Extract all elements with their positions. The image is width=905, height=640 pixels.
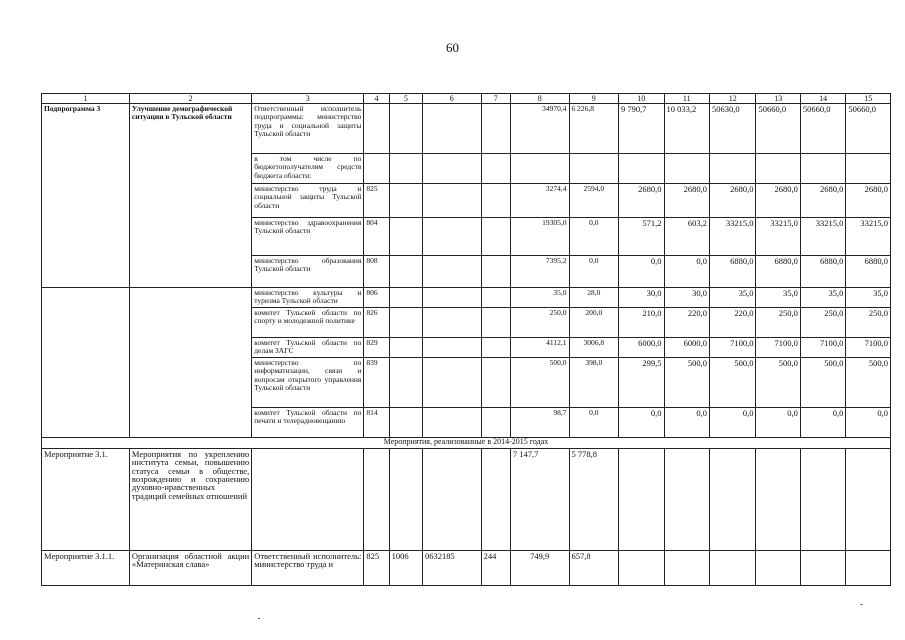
value-cell: 34970,4	[510, 104, 569, 154]
value-cell: 33215,0	[756, 218, 800, 256]
col-header: 15	[846, 94, 891, 104]
event-code: Мероприятие 3.1.1.	[42, 550, 130, 585]
value-cell: 0,0	[846, 407, 891, 437]
value-cell: 7100,0	[846, 337, 891, 357]
scan-speck	[258, 618, 260, 619]
col-header: 4	[364, 94, 389, 104]
value-cell: 3006,8	[569, 337, 619, 357]
code-cell: 829	[364, 337, 389, 357]
value-cell: 398,0	[569, 357, 619, 407]
executor-cell: Ответственный исполнитель: министерство труда и	[252, 550, 364, 585]
value-cell: 30,0	[664, 288, 709, 308]
value-cell: 2680,0	[619, 184, 664, 218]
scan-speck	[860, 604, 863, 605]
code-cell: 1006	[389, 550, 422, 585]
value-cell: 7100,0	[756, 337, 800, 357]
value-cell: 2680,0	[664, 184, 709, 218]
value-cell: 2680,0	[800, 184, 845, 218]
value-cell: 299,5	[619, 357, 664, 407]
value-cell: 2680,0	[846, 184, 891, 218]
table-row	[42, 104, 891, 154]
executor-cell: министерство по информатизации, связи и вопросам открытого управления Тульской области	[252, 357, 364, 407]
executor-cell: Ответственный исполнитель подпрограммы: министерство труда и социальной защиты Тульской области	[252, 104, 364, 154]
col-header: 3	[252, 94, 364, 104]
value-cell: 5 778,8	[569, 448, 619, 550]
value-cell: 33215,0	[846, 218, 891, 256]
col-header: 1	[42, 94, 130, 104]
value-cell: 2594,0	[569, 184, 619, 218]
executor-cell: министерство культуры и туризма Тульской области	[252, 288, 364, 308]
col-header: 8	[510, 94, 569, 104]
value-cell: 98,7	[510, 407, 569, 437]
value-cell: 220,0	[709, 307, 755, 337]
code-cell: 825	[364, 550, 389, 585]
value-cell: 0,0	[619, 256, 664, 288]
executor-cell: министерство образования Тульской области	[252, 256, 364, 288]
value-cell: 4112,1	[510, 337, 569, 357]
value-cell: 500,0	[709, 357, 755, 407]
value-cell: 250,0	[800, 307, 845, 337]
value-cell: 7395,2	[510, 256, 569, 288]
col-header: 2	[129, 94, 251, 104]
table-row	[42, 550, 891, 585]
value-cell: 500,0	[756, 357, 800, 407]
table-row	[42, 288, 891, 308]
col-header: 13	[756, 94, 800, 104]
executor-cell: в том числе по бюджетополучателям средств бюджета области:	[252, 154, 364, 184]
value-cell: 3274,4	[510, 184, 569, 218]
code-cell: 244	[481, 550, 510, 585]
value-cell: 35,0	[846, 288, 891, 308]
value-cell: 28,0	[569, 288, 619, 308]
value-cell: 500,0	[846, 357, 891, 407]
value-cell: 603,2	[664, 218, 709, 256]
value-cell: 50660,0	[800, 104, 845, 154]
value-cell: 50630,0	[709, 104, 755, 154]
col-header: 12	[709, 94, 755, 104]
column-number-row	[42, 94, 891, 104]
section-row	[42, 437, 891, 448]
col-header: 10	[619, 94, 664, 104]
section-title: Мероприятия, реализованные в 2014-2015 годах	[42, 437, 891, 448]
value-cell: 50660,0	[756, 104, 800, 154]
value-cell: 6880,0	[846, 256, 891, 288]
event-name: Мероприятия по укреплению института семьи, повышению статуса семьи в обществе, возрождению и сохранению духовно-нравственных традиций семейных отношений	[129, 448, 251, 550]
value-cell: 0,0	[569, 407, 619, 437]
value-cell: 250,0	[846, 307, 891, 337]
value-cell: 7100,0	[709, 337, 755, 357]
value-cell: 2680,0	[709, 184, 755, 218]
code-cell	[364, 104, 389, 154]
code-cell: 806	[364, 288, 389, 308]
value-cell: 6000,0	[664, 337, 709, 357]
value-cell: 50660,0	[846, 104, 891, 154]
executor-cell: министерство труда и социальной защиты Тульской области	[252, 184, 364, 218]
value-cell: 6880,0	[756, 256, 800, 288]
value-cell: 0,0	[664, 407, 709, 437]
value-cell: 6000,0	[619, 337, 664, 357]
value-cell: 9 790,7	[619, 104, 664, 154]
col-header: 14	[800, 94, 845, 104]
value-cell: 500,0	[510, 357, 569, 407]
value-cell: 571,2	[619, 218, 664, 256]
event-code: Мероприятие 3.1.	[42, 448, 130, 550]
value-cell: 35,0	[510, 288, 569, 308]
value-cell: 200,0	[569, 307, 619, 337]
value-cell: 749,9	[510, 550, 569, 585]
value-cell: 250,0	[756, 307, 800, 337]
col-header: 7	[481, 94, 510, 104]
value-cell: 6880,0	[709, 256, 755, 288]
col-header: 9	[569, 94, 619, 104]
col-header: 6	[423, 94, 482, 104]
col-header: 11	[664, 94, 709, 104]
value-cell: 0,0	[756, 407, 800, 437]
value-cell: 0,0	[800, 407, 845, 437]
executor-cell: министерство здравоохранения Тульской области	[252, 218, 364, 256]
value-cell: 30,0	[619, 288, 664, 308]
value-cell: 0,0	[709, 407, 755, 437]
value-cell: 10 033,2	[664, 104, 709, 154]
executor-cell: комитет Тульской области по делам ЗАГС	[252, 337, 364, 357]
page-number: 60	[446, 40, 459, 55]
value-cell: 0,0	[569, 256, 619, 288]
value-cell: 0,0	[664, 256, 709, 288]
value-cell: 35,0	[709, 288, 755, 308]
value-cell: 19305,0	[510, 218, 569, 256]
value-cell: 210,0	[619, 307, 664, 337]
program-code: Подпрограмма 3	[42, 104, 130, 288]
value-cell: 7 147,7	[510, 448, 569, 550]
value-cell: 33215,0	[800, 218, 845, 256]
value-cell: 35,0	[756, 288, 800, 308]
value-cell: 500,0	[800, 357, 845, 407]
value-cell: 35,0	[800, 288, 845, 308]
budget-table	[41, 93, 891, 586]
value-cell: 250,0	[510, 307, 569, 337]
table-row	[42, 448, 891, 550]
code-cell: 826	[364, 307, 389, 337]
code-cell: 0632185	[423, 550, 482, 585]
value-cell: 7100,0	[800, 337, 845, 357]
code-cell: 808	[364, 256, 389, 288]
value-cell: 6 226,8	[569, 104, 619, 154]
code-cell: 825	[364, 184, 389, 218]
event-name: Организация областной акции «Материнская слава»	[129, 550, 251, 585]
col-header: 5	[389, 94, 422, 104]
value-cell: 0,0	[619, 407, 664, 437]
program-name: Улучшение демографической ситуации в Тульской области	[129, 104, 251, 288]
executor-cell: комитет Тульской области по спорту и молодежной политике	[252, 307, 364, 337]
value-cell: 657,8	[569, 550, 619, 585]
value-cell: 220,0	[664, 307, 709, 337]
value-cell: 33215,0	[709, 218, 755, 256]
executor-cell: комитет Тульской области по печати и телерадиовещанию	[252, 407, 364, 437]
value-cell: 6880,0	[800, 256, 845, 288]
code-cell: 814	[364, 407, 389, 437]
code-cell: 804	[364, 218, 389, 256]
value-cell: 500,0	[664, 357, 709, 407]
value-cell: 2680,0	[756, 184, 800, 218]
value-cell: 0,0	[569, 218, 619, 256]
code-cell: 839	[364, 357, 389, 407]
